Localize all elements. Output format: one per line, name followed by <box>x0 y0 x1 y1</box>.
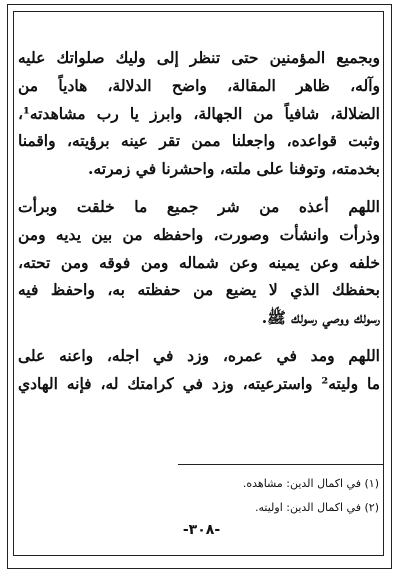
text-line: الضلالة، شافياً من الجهالة، وابرز يا رب مشاهدته¹، <box>18 103 380 123</box>
text-line: خلفه وعن يمينه وعن شماله ومن فوقه ومن تحته، <box>18 252 380 272</box>
paragraph-gap <box>18 332 380 342</box>
text-line: اللهم ومد في عمره، وزد في اجله، واعنه على <box>18 345 380 365</box>
text-line: وثبت قواعده، واجعلنا ممن تقر عينه برؤيته، واقمنا <box>18 131 380 151</box>
text-line: وآله، ظاهر المقالة، واضح الدلالة، هادياً من <box>18 75 380 95</box>
text-line: بحفظك الذي لا يضيع من حفظته به، واحفظ فيه <box>18 280 380 300</box>
footnote-1: (١) في اكمال الدين: مشاهده. <box>242 477 379 490</box>
text-line: وذرأت وانشأت وصورت، واحفظه من بين يديه ومن <box>18 224 380 244</box>
footnote-2: (٢) في اكمال الدين: اوليته. <box>255 501 379 514</box>
footnote-divider <box>178 464 383 465</box>
main-text <box>18 44 380 398</box>
paragraph-gap <box>18 183 380 193</box>
text-line: رسولك ووصي رسولك ﷺ. <box>261 308 380 328</box>
paragraph-1 <box>18 44 380 183</box>
text-line: ما وليته² واسترعيته، وزد في كرامتك له، فإنه الهادي <box>18 373 380 393</box>
paragraph-2 <box>18 193 380 332</box>
text-line: وبجميع المؤمنين حتى تنظر إلى وليك صلواتك عليه <box>18 48 380 67</box>
page-number: -٣٠٨- <box>182 522 221 538</box>
text-line: اللهم أعذه من شر جميع ما خلقت وبرأت <box>18 196 380 216</box>
text-line: بخدمته، وتوفنا على ملته، واحشرنا في زمرته. <box>88 159 380 179</box>
footnotes <box>49 472 379 520</box>
paragraph-3 <box>18 342 380 398</box>
